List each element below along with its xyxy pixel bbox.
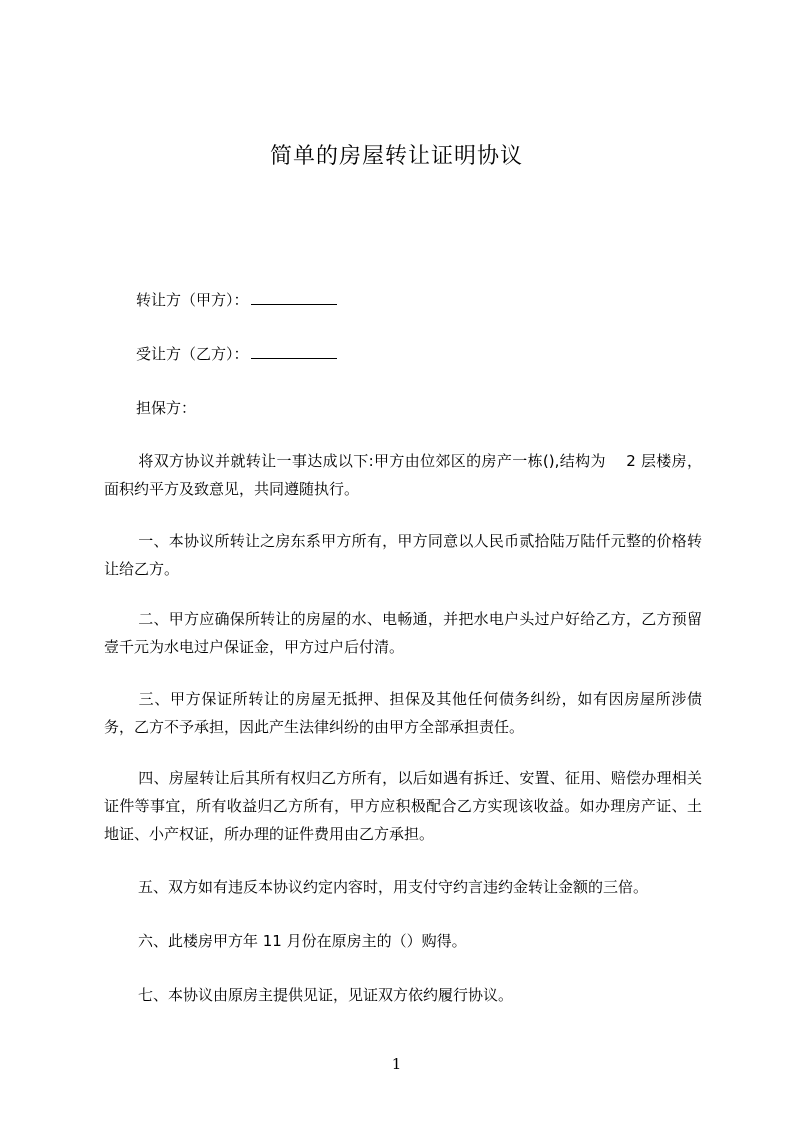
- paragraph-clause-1: 一、本协议所转让之房东系甲方所有，甲方同意以人民币贰拾陆万陆仟元整的价格转让给乙方。: [104, 532, 702, 578]
- transferee-label: 受让方（乙方）：: [136, 345, 249, 363]
- paragraph-clause-6: 六、此楼房甲方年 11 月份在原房主的（）购得。: [138, 932, 467, 950]
- paragraph-intro: 将双方协议并就转让一事达成以下:甲方由位郊区的房产一栋(),结构为 2 层楼房，面积约平方及致意见，共同遵随执行。: [104, 452, 702, 498]
- guarantor-label: 担保方：: [136, 399, 197, 417]
- paragraph-clause-7: 七、本协议由原房主提供见证，见证双方依约履行协议。: [138, 986, 514, 1004]
- guarantor-field: [136, 397, 196, 419]
- transferor-label: 转让方（甲方）：: [136, 291, 249, 309]
- paragraph-clause-2: 二、甲方应确保所转让的房屋的水、电畅通，并把水电户头过户好给乙方，乙方预留壹千元为水电过户保证金，甲方过户后付清。: [104, 610, 702, 656]
- transferee-blank: [251, 343, 337, 359]
- transferor-blank: [251, 289, 337, 305]
- page-number: 1: [391, 1055, 402, 1073]
- transferor-field: [136, 289, 337, 311]
- paragraph-clause-5: 五、双方如有违反本协议约定内容时，用支付守约言违约金转让金额的三倍。: [138, 878, 649, 896]
- paragraph-clause-3: 三、甲方保证所转让的房屋无抵押、担保及其他任何债务纠纷，如有因房屋所涉债务，乙方不予承担，因此产生法律纠纷的由甲方全部承担责任。: [104, 690, 702, 736]
- transferee-field: [136, 343, 337, 365]
- page-title: 简单的房屋转让证明协议: [269, 144, 523, 169]
- paragraph-clause-4: 四、房屋转让后其所有权归乙方所有，以后如遇有拆迁、安置、征用、赔偿办理相关证件等事宜，所有收益归乙方所有，甲方应积极配合乙方实现该收益。如办理房产证、土地证、小产权证，所办理的证件费用由乙方承担。: [104, 769, 702, 843]
